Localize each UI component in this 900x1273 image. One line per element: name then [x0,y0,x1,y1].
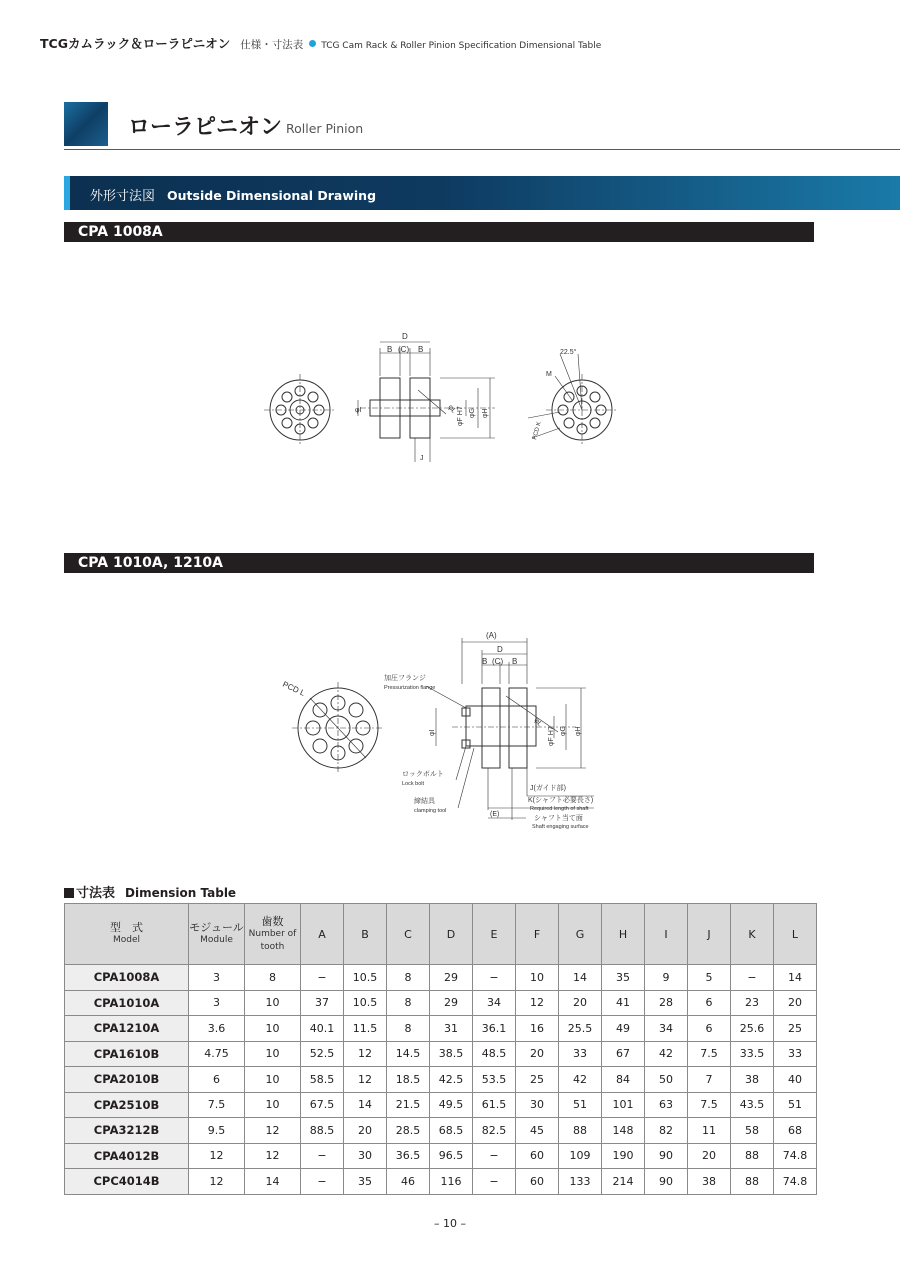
callout-guide: J(ガイド部) [530,785,566,792]
value-cell: 36.5 [387,1143,430,1169]
value-cell: 14.5 [387,1041,430,1067]
table-heading-jp: 寸法表 [76,886,116,901]
page-number: – 10 – [434,1217,466,1230]
value-cell: 40 [774,1067,817,1093]
value-cell: 42.5 [430,1067,473,1093]
header-label: A [318,927,326,941]
value-cell: 37 [301,990,344,1016]
table-header-cell [430,904,473,965]
value-cell: 14 [559,965,602,991]
table-header-cell [245,904,301,965]
value-cell: 88 [731,1169,774,1195]
value-cell: 48.5 [473,1041,516,1067]
square-bullet-icon [64,888,74,898]
value-cell: 10 [245,1041,301,1067]
callout-shaft-surf-en: Shaft engaging surface [532,824,589,830]
value-cell: 38 [731,1067,774,1093]
header-subtitle-en: TCG Cam Rack & Roller Pinion Specification Dimensional Table [321,41,602,51]
value-cell: 82.5 [473,1118,516,1144]
table-header-cell [473,904,516,965]
value-cell: 38.5 [430,1041,473,1067]
label-b2: B [418,345,424,354]
model-cell: CPA2010B [65,1067,189,1093]
value-cell: 10.5 [344,965,387,991]
value-cell: 51 [774,1092,817,1118]
label-c: (C) [492,657,504,666]
model-cell: CPA1010A [65,990,189,1016]
value-cell: 4.75 [189,1041,245,1067]
value-cell: 8 [245,965,301,991]
value-cell: 84 [602,1067,645,1093]
value-cell: − [731,965,774,991]
value-cell: 18.5 [387,1067,430,1093]
value-cell: 88 [559,1118,602,1144]
value-cell: 20 [516,1041,559,1067]
label-pcd-k: PCD K [532,421,543,441]
label-c: (C) [398,345,410,354]
section-header [64,176,900,210]
value-cell: 43.5 [731,1092,774,1118]
callout-clamping-en: clamping tool [414,808,447,814]
value-cell: 7 [688,1067,731,1093]
table-row [65,1067,817,1093]
value-cell: 82 [645,1118,688,1144]
table-header-cell [301,904,344,965]
value-cell: 42 [559,1067,602,1093]
label-phi-f: φF H7 [457,406,464,426]
value-cell: 116 [430,1169,473,1195]
value-cell: 6 [688,1016,731,1042]
value-cell: 10 [245,990,301,1016]
value-cell: 14 [245,1169,301,1195]
table-header-cell [731,904,774,965]
value-cell: 10 [245,1016,301,1042]
value-cell: 214 [602,1169,645,1195]
value-cell: 12 [344,1067,387,1093]
value-cell: 74.8 [774,1143,817,1169]
value-cell: 33 [774,1041,817,1067]
label-b1: B [482,657,488,666]
callout-pressurization-en: Pressurization flange [384,685,436,691]
value-cell: 148 [602,1118,645,1144]
value-cell: 12 [344,1041,387,1067]
label-j: J [420,455,424,462]
rear-view [528,354,618,446]
value-cell: 35 [344,1169,387,1195]
value-cell: 10 [516,965,559,991]
value-cell: 20 [344,1118,387,1144]
value-cell: 60 [516,1143,559,1169]
label-d: D [402,332,408,341]
label-pcd-l: PCD L [281,679,307,698]
value-cell: 52.5 [301,1041,344,1067]
value-cell: 67 [602,1041,645,1067]
value-cell: 101 [602,1092,645,1118]
value-cell: 30 [344,1143,387,1169]
model-cell: CPA4012B [65,1143,189,1169]
label-phi-i: φI [429,729,436,736]
value-cell: 38 [688,1169,731,1195]
model-cell: CPA1610B [65,1041,189,1067]
value-cell: 31 [430,1016,473,1042]
table-header-cell [189,904,245,965]
header-label: L [791,927,799,941]
header-label: K [748,927,756,941]
value-cell: 35 [602,965,645,991]
table-body [65,965,817,1195]
table-heading-en: Dimension Table [125,886,237,900]
value-cell: 68 [774,1118,817,1144]
label-phi-h: φH [482,408,489,418]
value-cell: 34 [645,1016,688,1042]
callout-lockbolt-en: Lock bolt [402,781,425,787]
value-cell: 51 [559,1092,602,1118]
value-cell: 67.5 [301,1092,344,1118]
value-cell: 41 [602,990,645,1016]
drawing-cpa1008a [260,328,630,468]
value-cell: 60 [516,1169,559,1195]
value-cell: 58 [731,1118,774,1144]
table-header-cell [645,904,688,965]
model-cell: CPA2510B [65,1092,189,1118]
value-cell: 3.6 [189,1016,245,1042]
drawing-cpa1010a [276,628,606,838]
callout-shaft-len-en: Required length of shaft [530,806,589,812]
value-cell: 6 [189,1067,245,1093]
header-label: H [618,927,628,941]
value-cell: 49 [602,1016,645,1042]
table-header-cell [602,904,645,965]
label-phi-g: φG [560,726,567,736]
side-view [426,638,594,820]
value-cell: 20 [774,990,817,1016]
value-cell: 63 [645,1092,688,1118]
table-header-row [65,904,817,965]
value-cell: 11.5 [344,1016,387,1042]
label-m: M [546,371,552,378]
label-phi-l: φL [532,716,544,728]
table-header-cell [559,904,602,965]
value-cell: 40.1 [301,1016,344,1042]
label-phi-g: φG [469,408,476,418]
value-cell: 3 [189,965,245,991]
value-cell: 58.5 [301,1067,344,1093]
value-cell: 133 [559,1169,602,1195]
value-cell: − [473,965,516,991]
value-cell: 42 [645,1041,688,1067]
table-row [65,1092,817,1118]
value-cell: 33.5 [731,1041,774,1067]
side-view [358,342,495,462]
table-header-cell [688,904,731,965]
label-e: (E) [490,811,500,818]
title-accent-block [64,102,108,146]
table-row [65,1041,817,1067]
label-a: (A) [486,631,497,640]
header-sublabel: Number of tooth [248,928,297,952]
value-cell: 90 [645,1169,688,1195]
header-label: J [707,927,711,941]
table-header-cell [387,904,430,965]
page-title-en: Roller Pinion [286,121,364,136]
value-cell: 12 [245,1143,301,1169]
value-cell: 28.5 [387,1118,430,1144]
value-cell: 53.5 [473,1067,516,1093]
table-row [65,1118,817,1144]
value-cell: 190 [602,1143,645,1169]
label-angle: 22.5° [560,349,577,356]
model-cell: CPA3212B [65,1118,189,1144]
value-cell: 10 [245,1092,301,1118]
section-title-en: Outside Dimensional Drawing [167,188,377,203]
value-cell: 88.5 [301,1118,344,1144]
value-cell: 8 [387,990,430,1016]
value-cell: 25.5 [559,1016,602,1042]
table-header-cell [65,904,189,965]
label-d: D [497,645,503,654]
header-label: モジュール [189,921,244,934]
table-row [65,1169,817,1195]
value-cell: 9 [645,965,688,991]
value-cell: 36.1 [473,1016,516,1042]
header-label: 型 式 [110,921,143,934]
value-cell: 12 [189,1169,245,1195]
value-cell: 7.5 [189,1092,245,1118]
table-heading [64,882,236,901]
value-cell: 12 [516,990,559,1016]
brand-title: TCGカムラック＆ローラピニオン [40,36,231,51]
header-sublabel: Module [200,935,233,945]
model-cell: CPC4014B [65,1169,189,1195]
model-bar-cpa1010a: CPA 1010A, 1210A [64,553,814,573]
value-cell: − [473,1143,516,1169]
header-label: D [446,927,456,941]
value-cell: 8 [387,1016,430,1042]
value-cell: 9.5 [189,1118,245,1144]
value-cell: 109 [559,1143,602,1169]
value-cell: − [301,1143,344,1169]
value-cell: 50 [645,1067,688,1093]
value-cell: 25.6 [731,1016,774,1042]
table-row [65,1143,817,1169]
callout-pressurization-jp: 加圧フランジ [384,675,426,682]
value-cell: 21.5 [387,1092,430,1118]
running-header [40,34,601,52]
label-b1: B [387,345,393,354]
value-cell: 61.5 [473,1092,516,1118]
label-phi-f: φF H7 [548,726,555,746]
header-label: C [404,927,412,941]
callout-lockbolt-jp: ロックボルト [402,771,444,778]
value-cell: 30 [516,1092,559,1118]
dimension-table [64,903,817,1195]
header-subtitle-jp: 仕様・寸法表 [240,39,304,51]
value-cell: 96.5 [430,1143,473,1169]
callout-shaft-len-jp: K(シャフト必要長さ) [528,797,594,804]
header-label: E [490,927,498,941]
value-cell: 74.8 [774,1169,817,1195]
value-cell: 29 [430,965,473,991]
value-cell: 12 [189,1143,245,1169]
bullet-icon [309,40,316,47]
section-accent [64,176,70,210]
value-cell: 49.5 [430,1092,473,1118]
value-cell: 34 [473,990,516,1016]
value-cell: 12 [245,1118,301,1144]
value-cell: − [301,1169,344,1195]
model-bar-cpa1008a: CPA 1008A [64,222,814,242]
label-phi-h: φH [575,726,582,736]
front-view [292,682,384,774]
header-label: F [533,927,541,941]
header-label: 歯数 [261,914,284,928]
table-header-cell [774,904,817,965]
table-header-cell [344,904,387,965]
table-row [65,965,817,991]
model-cell: CPA1210A [65,1016,189,1042]
value-cell: 88 [731,1143,774,1169]
value-cell: 68.5 [430,1118,473,1144]
header-label: G [575,927,585,941]
value-cell: 45 [516,1118,559,1144]
value-cell: 3 [189,990,245,1016]
callout-clamping-jp: 締結具 [414,798,435,805]
table-row [65,990,817,1016]
value-cell: 5 [688,965,731,991]
value-cell: 8 [387,965,430,991]
section-title-jp: 外形寸法図 [90,189,156,204]
model-cell: CPA1008A [65,965,189,991]
value-cell: 7.5 [688,1041,731,1067]
value-cell: 20 [688,1143,731,1169]
value-cell: 29 [430,990,473,1016]
front-view [264,374,336,446]
page-title: ローラピニオン [128,115,283,140]
value-cell: 46 [387,1169,430,1195]
value-cell: − [473,1169,516,1195]
label-b2: B [512,657,518,666]
title-divider [64,149,900,150]
value-cell: 20 [559,990,602,1016]
table-row [65,1016,817,1042]
value-cell: 14 [774,965,817,991]
value-cell: 23 [731,990,774,1016]
value-cell: 10.5 [344,990,387,1016]
value-cell: 14 [344,1092,387,1118]
value-cell: 10 [245,1067,301,1093]
value-cell: 25 [774,1016,817,1042]
label-phi-l: φL [446,403,458,415]
header-sublabel: Model [112,935,141,945]
label-phi-i: φI [355,407,362,414]
value-cell: 25 [516,1067,559,1093]
value-cell: − [301,965,344,991]
table-header-cell [516,904,559,965]
callout-shaft-surf-jp: シャフト当て面 [534,815,583,822]
value-cell: 16 [516,1016,559,1042]
value-cell: 7.5 [688,1092,731,1118]
value-cell: 90 [645,1143,688,1169]
value-cell: 11 [688,1118,731,1144]
header-label: B [361,927,369,941]
value-cell: 33 [559,1041,602,1067]
value-cell: 6 [688,990,731,1016]
header-label: I [664,927,668,941]
value-cell: 28 [645,990,688,1016]
